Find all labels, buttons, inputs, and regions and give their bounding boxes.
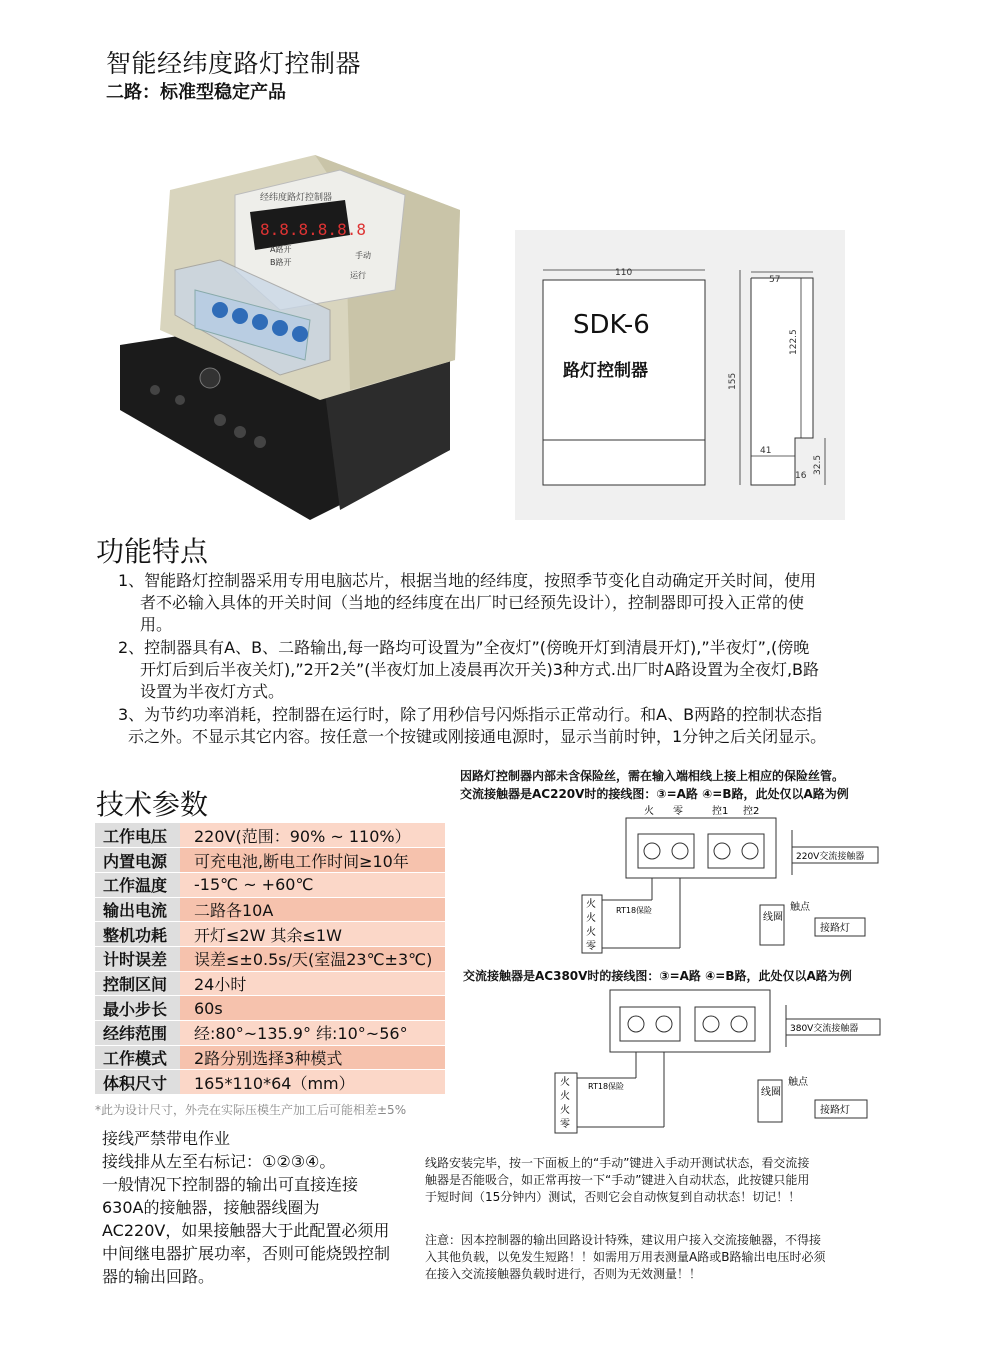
dim-notch-height: 32.5 <box>813 454 823 475</box>
device-panel-title: 经纬度路灯控制器 <box>260 193 333 203</box>
install-note-2: 触器是否能吸合，如正常再按一下“手动”键进入自动状态，此按键只能用 <box>425 1173 810 1187</box>
table-row <box>95 872 445 897</box>
param-key: 工作温度 <box>95 872 180 897</box>
power-fire-label: 火 <box>560 1105 570 1116</box>
param-key: 最小步长 <box>95 996 180 1021</box>
table-row <box>95 996 445 1021</box>
table-row <box>95 971 445 996</box>
dimension-drawing <box>515 230 845 520</box>
install-note-1: 线路安装完毕，按一下面板上的“手动”键进入手动开测试状态，看交流接 <box>425 1156 810 1170</box>
wiring-line-5: AC220V，如果接触器大于此配置必须用 <box>102 1221 390 1240</box>
device-label-b: B路开 <box>270 258 292 267</box>
table-row <box>95 848 445 873</box>
size-note: *此为设计尺寸，外壳在实际压模生产加工后可能相差±5% <box>95 1103 407 1117</box>
param-key: 内置电源 <box>95 848 180 873</box>
contactor-380-label: 380V交流接触器 <box>790 1024 859 1034</box>
param-value: 开灯≤2W 其余≤1W <box>180 922 445 947</box>
param-value: 经:80°~135.9° 纬:10°~56° <box>180 1021 445 1046</box>
wiring-line-2: 接线排从左至右标记：①②③④。 <box>102 1152 336 1171</box>
feature-2-line2: 开灯后到后半夜关灯),”2开2关”(半夜灯加上凌晨再次开关)3种方式.出厂时A路设置为全夜灯,B路 <box>140 660 820 679</box>
param-key: 工作模式 <box>95 1045 180 1070</box>
lamp-label: 接路灯 <box>820 923 850 934</box>
power-zero-label: 零 <box>586 941 596 952</box>
dim-height-upper: 122.5 <box>789 329 799 355</box>
ac380-wiring-diagram <box>530 985 890 1150</box>
tech-params-table <box>95 823 445 1095</box>
table-row <box>95 922 445 947</box>
feature-1-line2: 者不必输入具体的开关时间（当地的经纬度在出厂时已经预先设计），控制器即可投入正常的使 <box>140 593 805 612</box>
terminal-ctrl1-label: 控1 <box>712 806 729 817</box>
param-key: 输出电流 <box>95 897 180 922</box>
ac380-title: 交流接触器是AC380V时的接线图：③=A路 ④=B路，此处仅以A路为例 <box>463 969 852 983</box>
caution-note-3: 在接入交流接触器负载时进行，否则为无效测量！！ <box>425 1267 702 1281</box>
fuse-label: RT18保险 <box>616 906 653 915</box>
dim-height-total: 155 <box>728 372 738 390</box>
ac220-title: 交流接触器是AC220V时的接线图：③=A路 ④=B路，此处仅以A路为例 <box>460 787 849 801</box>
page-subtitle: 二路：标准型稳定产品 <box>106 82 286 103</box>
caution-note-2: 入其他负载，以免发生短路！！如需用万用表测量A路或B路输出电压时必须 <box>425 1250 826 1264</box>
param-key: 经纬范围 <box>95 1021 180 1046</box>
contact-label: 触点 <box>788 1077 808 1088</box>
power-fire-label: 火 <box>586 927 596 938</box>
page-title: 智能经纬度路灯控制器 <box>106 49 362 78</box>
terminal-ctrl2-label: 控2 <box>743 806 760 817</box>
param-value: 2路分别选择3种模式 <box>180 1045 445 1070</box>
param-key: 控制区间 <box>95 971 180 996</box>
table-row <box>95 946 445 971</box>
model-label: SDK-6 <box>573 310 650 340</box>
wiring-line-7: 器的输出回路。 <box>102 1267 215 1286</box>
feature-2-line3: 设置为半夜灯方式。 <box>140 682 285 701</box>
param-value: 误差≤±0.5s/天(室温23℃±3℃) <box>180 946 445 971</box>
wiring-line-1: 接线严禁带电作业 <box>102 1129 231 1148</box>
feature-3-line2: 示之外。不显示其它内容。按任意一个按键或刚接通电源时，显示当前时钟，1分钟之后关闭显示。 <box>128 727 827 746</box>
terminal-fire-label: 火 <box>644 806 654 817</box>
lamp-label: 接路灯 <box>820 1105 850 1116</box>
param-key: 整机功耗 <box>95 922 180 947</box>
terminal-zero-label: 零 <box>673 806 683 817</box>
tech-heading: 技术参数 <box>96 788 209 821</box>
device-name-label: 路灯控制器 <box>563 361 648 381</box>
power-fire-label: 火 <box>586 899 596 910</box>
contact-label: 触点 <box>790 902 810 913</box>
param-value: -15℃ ~ +60℃ <box>180 872 445 897</box>
power-fire-label: 火 <box>560 1077 570 1088</box>
coil-label: 线圈 <box>761 1087 781 1098</box>
table-row <box>95 897 445 922</box>
wiring-line-6: 中间继电器扩展功率，否则可能烧毁控制 <box>102 1244 391 1263</box>
wiring-line-4: 630A的接触器，接触器线圈为 <box>102 1198 320 1217</box>
param-value: 220V(范围：90% ~ 110%） <box>180 823 445 848</box>
feature-3-line1: 3、为节约功率消耗，控制器在运行时，除了用秒信号闪烁指示正常动行。和A、B两路的控制状态指 <box>118 705 823 724</box>
table-row <box>95 1021 445 1046</box>
features-heading: 功能特点 <box>96 535 209 568</box>
device-label-manual: 手动 <box>355 251 371 260</box>
param-value: 24小时 <box>180 971 445 996</box>
coil-label: 线圈 <box>763 912 783 923</box>
power-fire-label: 火 <box>560 1091 570 1102</box>
param-value: 60s <box>180 996 445 1021</box>
svg-text:8.8.8.8.8.8: 8.8.8.8.8.8 <box>260 220 366 239</box>
table-row <box>95 1070 445 1095</box>
table-row <box>95 823 445 848</box>
power-fire-label: 火 <box>586 913 596 924</box>
param-value: 可充电池,断电工作时间≥10年 <box>180 848 445 873</box>
table-row <box>95 1045 445 1070</box>
fuse-note: 因路灯控制器内部未含保险丝，需在输入端相线上接上相应的保险丝管。 <box>460 769 845 783</box>
install-note-3: 于短时间（15分钟内）测试，否则它会自动恢复到自动状态！切记！！ <box>425 1190 801 1204</box>
fuse-label: RT18保险 <box>588 1082 625 1091</box>
wiring-line-3: 一般情况下控制器的输出可直接连接 <box>102 1175 359 1194</box>
dim-side-width: 57 <box>769 275 781 285</box>
param-value: 165*110*64（mm） <box>180 1070 445 1095</box>
param-value: 二路各10A <box>180 897 445 922</box>
caution-note-1: 注意：因本控制器的输出回路设计特殊，建议用户接入交流接触器，不得接 <box>425 1233 822 1247</box>
power-zero-label: 零 <box>560 1119 570 1130</box>
contactor-220-label: 220V交流接触器 <box>796 852 865 862</box>
param-key: 计时误差 <box>95 946 180 971</box>
param-key: 体积尺寸 <box>95 1070 180 1095</box>
ac220-wiring-diagram <box>560 800 900 965</box>
feature-1-line3: 用。 <box>140 615 173 634</box>
dim-notch-width: 16 <box>795 471 807 481</box>
dim-front-width: 110 <box>615 268 633 278</box>
device-image <box>100 150 470 520</box>
device-label-a: A路开 <box>270 245 292 254</box>
feature-1-line1: 1、智能路灯控制器采用专用电脑芯片，根据当地的经纬度，按照季节变化自动确定开关时间，使用 <box>118 571 817 590</box>
device-label-run: 运行 <box>350 271 366 280</box>
dim-bottom-depth: 41 <box>760 446 772 456</box>
param-key: 工作电压 <box>95 823 180 848</box>
feature-2-line1: 2、控制器具有A、B、二路输出,每一路均可设置为”全夜灯”(傍晚开灯到清晨开灯),”半夜灯”,(傍晚 <box>118 638 810 657</box>
